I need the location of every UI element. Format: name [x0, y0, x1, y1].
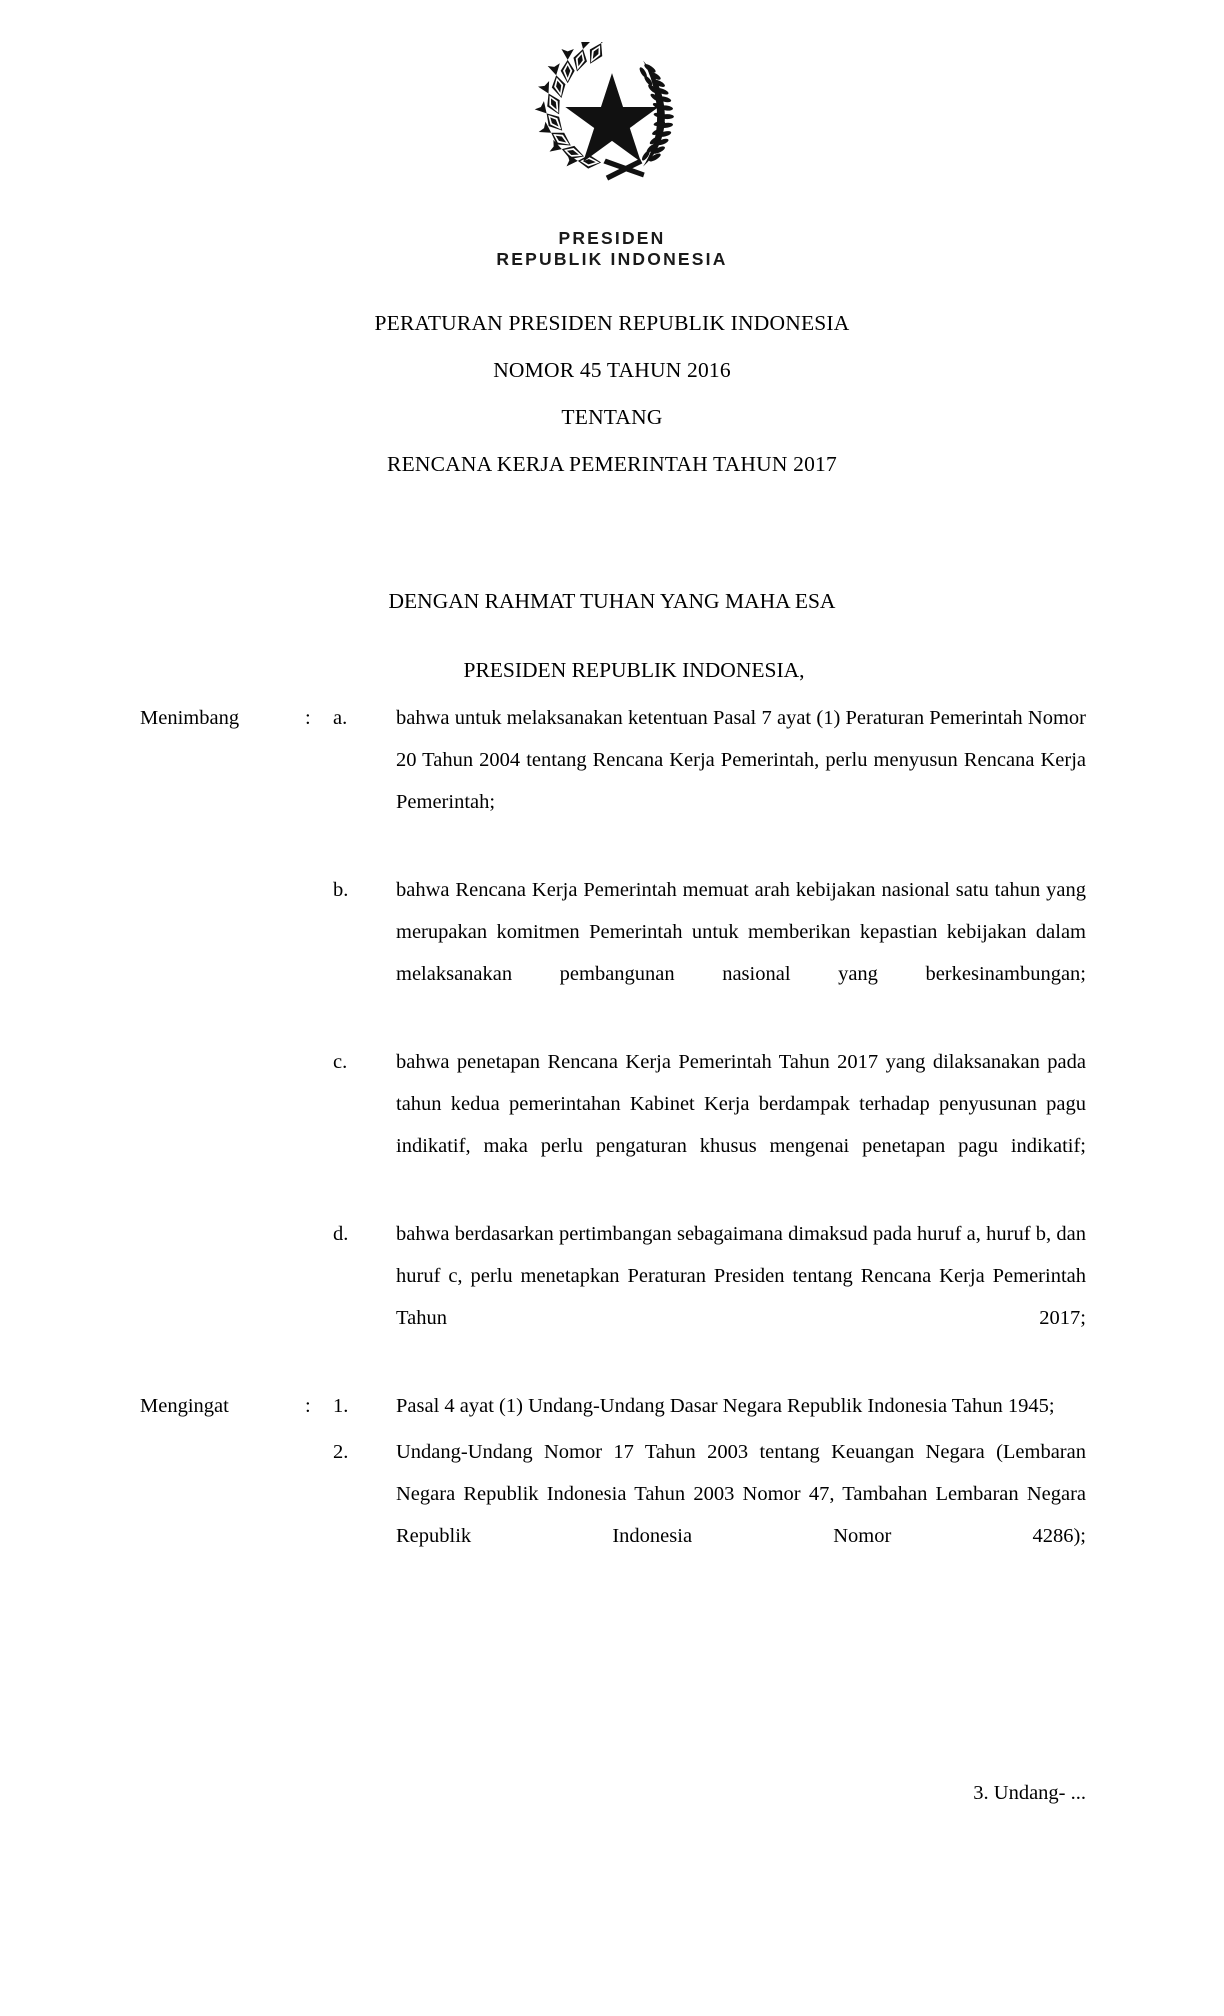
clause-text-1: Pasal 4 ayat (1) Undang-Undang Dasar Negara Republik Indonesia Tahun 1945;	[396, 1395, 1055, 1417]
issuing-authority-line: PRESIDEN REPUBLIK INDONESIA,	[463, 658, 805, 682]
clause-marker-2: 2.	[333, 1441, 349, 1463]
title-line-tentang: TENTANG	[561, 405, 663, 429]
clause-menimbang-b	[0, 869, 1224, 1037]
clause-menimbang-a	[0, 697, 1224, 865]
document-title-block	[0, 300, 1224, 488]
clause-label-mengingat: Mengingat	[140, 1395, 229, 1417]
clause-text-a: bahwa untuk melaksanakan ketentuan Pasal 7 ayat (1) Peraturan Pemerintah Nomor 20 Tahun 2004 tentang Rencana Kerja Pemerintah, perlu menyusun Rencana Kerja Pemerintah;	[396, 707, 1086, 813]
clause-text-c: bahwa penetapan Rencana Kerja Pemerintah Tahun 2017 yang dilaksanakan pada tahun kedua pemerintahan Kabinet Kerja berdampak terhadap penyusunan pagu indikatif, maka perlu pengaturan khusus mengenai penetapan pagu indikatif;	[396, 1051, 1086, 1157]
clause-colon-menimbang: :	[305, 707, 311, 729]
clause-marker-d: d.	[333, 1223, 349, 1245]
title-line-subject: RENCANA KERJA PEMERINTAH TAHUN 2017	[387, 452, 837, 476]
seal-caption-line-1: PRESIDEN	[558, 228, 666, 248]
indonesian-presidential-seal-icon	[532, 42, 692, 182]
clause-menimbang-c	[0, 1041, 1224, 1209]
clause-marker-a: a.	[333, 707, 348, 729]
clause-text-b: bahwa Rencana Kerja Pemerintah memuat arah kebijakan nasional satu tahun yang merupakan komitmen Pemerintah untuk memberikan kepastian kebijakan dalam melaksanakan pembangunan nasional yang berkesinambungan;	[396, 879, 1086, 985]
clause-marker-c: c.	[333, 1051, 348, 1073]
emblem-container	[0, 42, 1224, 182]
document-body	[0, 697, 1224, 1603]
clause-colon-mengingat: :	[305, 1395, 311, 1417]
seal-caption	[0, 228, 1224, 270]
title-line-number-year: NOMOR 45 TAHUN 2016	[493, 358, 731, 382]
clause-marker-b: b.	[333, 879, 349, 901]
clause-text-2: Undang-Undang Nomor 17 Tahun 2003 tentang Keuangan Negara (Lembaran Negara Republik Indonesia Tahun 2003 Nomor 47, Tambahan Lembaran Negara Republik Indonesia Nomor 4286);	[396, 1441, 1086, 1547]
title-line-regulation-type: PERATURAN PRESIDEN REPUBLIK INDONESIA	[374, 311, 850, 335]
blessing-line: DENGAN RAHMAT TUHAN YANG MAHA ESA	[388, 589, 836, 613]
clause-text-d: bahwa berdasarkan pertimbangan sebagaimana dimaksud pada huruf a, huruf b, dan huruf c, perlu menetapkan Peraturan Presiden tentang Rencana Kerja Pemerintah Tahun 2017;	[396, 1223, 1086, 1329]
clause-marker-1: 1.	[333, 1395, 349, 1417]
clause-mengingat-2	[0, 1431, 1224, 1599]
page-catchword: 3. Undang- ...	[973, 1782, 1086, 1804]
seal-caption-line-2: REPUBLIK INDONESIA	[496, 249, 728, 269]
clause-menimbang-d	[0, 1213, 1224, 1381]
invocation-block	[0, 578, 1224, 694]
clause-mengingat-1	[0, 1385, 1224, 1427]
clause-label-menimbang: Menimbang	[140, 707, 240, 729]
